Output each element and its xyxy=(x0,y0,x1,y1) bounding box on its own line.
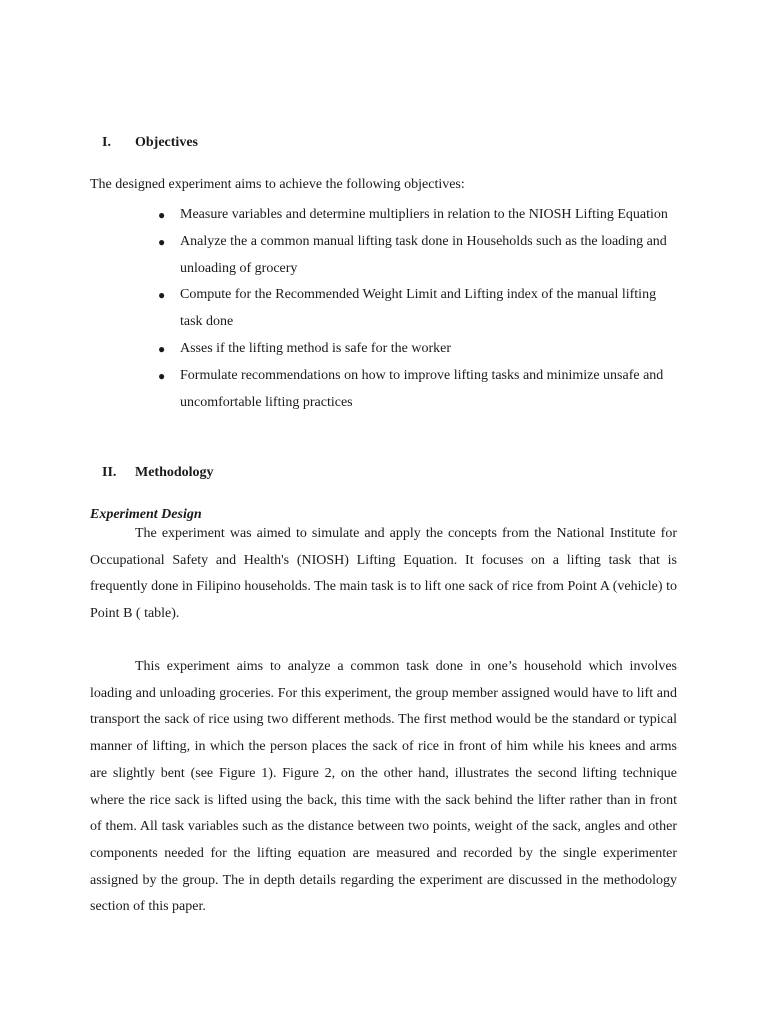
objectives-list xyxy=(158,202,678,416)
list-item xyxy=(158,336,678,363)
list-item-text: Measure variables and determine multipliers in relation to the NIOSH Lifting Equation xyxy=(180,207,668,222)
list-item-text: Asses if the lifting method is safe for the worker xyxy=(180,340,451,356)
list-item-text: Formulate recommendations on how to improve lifting tasks and minimize unsafe and uncomfortable lifting practices xyxy=(180,367,664,410)
paragraph-experiment-overview: The experiment was aimed to simulate and apply the concepts from the National Institute for Occupational Safety and Health's (NIOSH) Lifting Equation. It focuses on a lifting task that is frequently done in Filipino households. The main task is to lift one sack of rice from Point A (vehicle) to Point B ( table). xyxy=(90,526,677,622)
bullet-icon: ● xyxy=(158,234,166,249)
list-item xyxy=(158,282,678,336)
bullet-icon: ● xyxy=(158,208,166,222)
list-item xyxy=(158,229,678,283)
section-title: Methodology xyxy=(135,465,214,480)
section-title: Objectives xyxy=(135,135,198,150)
bullet-icon: ● xyxy=(158,341,166,356)
list-item xyxy=(158,202,678,229)
bullet-icon: ● xyxy=(158,288,166,303)
section-number: II. xyxy=(102,465,117,480)
list-item-text: Compute for the Recommended Weight Limit and Lifting index of the manual lifting task done xyxy=(180,287,657,330)
bullet-icon: ● xyxy=(158,368,166,383)
objectives-intro: The designed experiment aims to achieve the following objectives: xyxy=(90,177,465,192)
section-heading-methodology xyxy=(102,463,214,483)
section-heading-objectives xyxy=(102,133,198,153)
list-item xyxy=(158,363,678,417)
list-item-text: Analyze the a common manual lifting task done in Households such as the loading and unloading of grocery xyxy=(180,233,667,276)
experiment-design-subheading: Experiment Design xyxy=(90,507,202,522)
section-number: I. xyxy=(102,135,111,150)
paragraph-experiment-details: This experiment aims to analyze a common task done in one’s household which involves loading and unloading groceries. For this experiment, the group member assigned would have to lift and transport the sack of rice using two different methods. The first method would be the standard or typical manner of lifting, in which the person places the sack of rice in front of him while his knees and arms are slightly bent (see Figure 1). Figure 2, on the other hand, illustrates the second lifting technique where the rice sack is lifted using the back, this time with the sack behind the lifter rather than in front of them. All task variables such as the distance between two points, weight of the sack, angles and other components needed for the lifting equation are measured and recorded by the single experimenter assigned by the group. The in depth details regarding the experiment are discussed in the methodology section of this paper. xyxy=(90,659,677,915)
